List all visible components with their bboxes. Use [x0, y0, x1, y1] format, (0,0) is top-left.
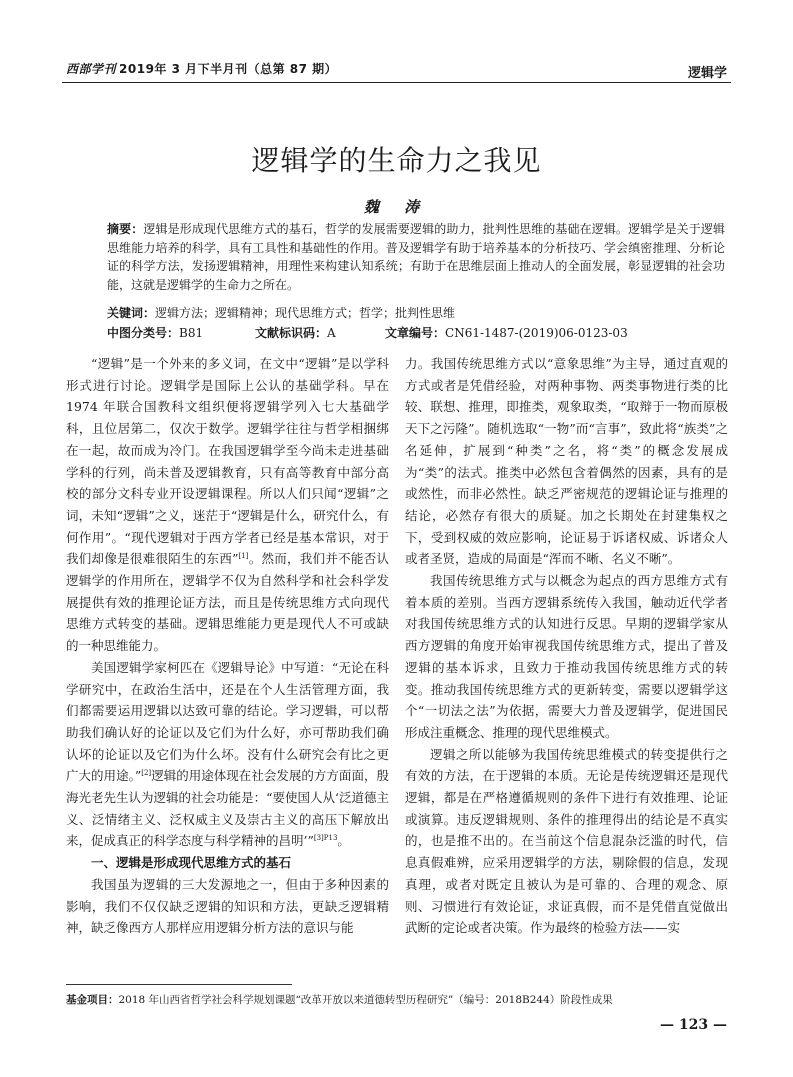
citation: [1]: [238, 552, 249, 561]
paragraph: [66, 657, 389, 852]
doccode-value: A: [327, 326, 336, 340]
paragraph: 力。我国传统思维方式以“意象思维”为主导，通过直观的方式或者是凭借经验，对两种事物、两类事物进行类的比较、联想、推理，即推类，观象取类，“取辩于一物而原极天下之污隆”。随机选取“一物”而“言事”，致此将“族类”之名延伸，扩展到“种类”之名，将“类”的概念发展成为“类”的法式。推类中必然包含着偶然的因素，具有的是或然性，而非必然性。缺乏严密规范的逻辑论证与推理的结论，必然存有很大的质疑。加之长期处在封建集权之下，受到权威的效应影响，论证易于诉诸权威、诉诸众人或者圣贤，造成的局面是“浑而不晰、名义不晰”。: [405, 356, 728, 567]
left-column: [66, 353, 389, 939]
classification-line: [107, 324, 747, 341]
articleno-group: [385, 324, 628, 341]
abstract: [107, 220, 725, 294]
paragraph: 我国传统思维方式与以概念为起点的西方思维方式有着本质的差别。当西方逻辑系统传入我国，触动近代学者对我国传统思维方式的认知进行反思。早期的逻辑学家从西方逻辑的角度开始审视我国传统思维方式，提出了普及逻辑的基本诉求，且致力于推动我国传统思维方式的转变。推动我国传统思维方式的更新转变，需要以逻辑学这个“一切法之法”为依据，需要大力普及逻辑学，促进国民形成注重概念、推理的现代思维模式。: [405, 573, 728, 740]
abstract-text: 逻辑是形成现代思维方式的基石，哲学的发展需要逻辑的助力，批判性思维的基础在逻辑。逻辑学是关于逻辑思维能力培养的科学，具有工具性和基础性的作用。普及逻辑学有助于培养基本的分析技巧、学会缜密推理、分析论证的科学方法，发扬逻辑精神，用理性来构建认知系统；有助于在思维层面上推动人的全面发展，彰显逻辑的社会功能，这就是逻辑学的生命力之所在。: [107, 222, 725, 292]
article-title: 逻辑学的生命力之我见: [251, 144, 542, 177]
articleno-value: CN61-1487-(2019)06-0123-03: [445, 326, 628, 340]
running-header-left: [66, 60, 337, 77]
articleno-label: 文章编号：: [385, 326, 446, 340]
keywords: [107, 304, 725, 321]
journal-issue: 2019年 3 月下半月刊（总第 87 期）: [119, 62, 338, 76]
abstract-label: 摘要：: [107, 222, 144, 236]
paragraph-text: 逻辑的用途体现在社会发展的方方面面，殷海光老先生认为逻辑的社会功能是：“要使国人从‘泛道德主义、泛情绪主义、泛权威主义及崇古主义的高压下解放出来，促成真正的科学态度与科学精神的昌明’”: [66, 768, 389, 849]
clc-group: [107, 326, 203, 340]
right-column: [405, 353, 728, 939]
section-heading: 一、逻辑是形成现代思维方式的基石: [91, 855, 292, 871]
page-number: — 123 —: [660, 1017, 727, 1033]
keywords-label: 关键词：: [107, 306, 156, 320]
doccode-label: 文献标识码：: [255, 326, 328, 340]
clc-value: B81: [179, 326, 204, 340]
paragraph: 逻辑之所以能够为我国传统思维模式的转变提供行之有效的方法，在于逻辑的本质。无论是传统逻辑还是现代逻辑，都是在严格遵循规则的条件下进行有效推理、论证或演算。违反逻辑规则、条件的推理得出的结论是不真实的，也是推不出的。在当前这个信息混杂泛滥的时代，信息真假难辨，应采用逻辑学的方法，剔除假的信息，发现真理，或者对既定且被认为是可靠的、合理的观念、原则、习惯进行有效论证，求证真假，而不是凭借直觉做出武断的定论或者决策。作为最终的检验方法——实: [405, 746, 728, 936]
citation: [3]P13: [313, 834, 338, 843]
footnote-rule: [66, 984, 292, 985]
keywords-text: 逻辑方法；逻辑精神；现代思维方式；哲学；批判性思维: [155, 306, 456, 320]
citation: [2]: [141, 769, 152, 778]
paragraph: 我国虽为逻辑的三大发源地之一，但由于多种因素的影响，我们不仅仅缺乏逻辑的知识和方法，更缺乏逻辑精神，缺乏像西方人那样应用逻辑分析方法的意识与能: [66, 876, 389, 936]
footnote-label: 基金项目：: [66, 994, 119, 1006]
paragraph-text: 。然而，我们并不能否认逻辑学的作用所在，逻辑学不仅为自然科学和社会科学发展提供有效的推理论证方法，而且是传统思维方式向现代思维方式转变的基础。逻辑思维能力更是现代人不可或缺的一种思维能力。: [66, 551, 389, 654]
footnote-text: 2018 年山西省哲学社会科学规划课题“改革开放以来道德转型历程研究”（编号：2018B244）阶段性成果: [118, 994, 613, 1006]
footnote: [66, 992, 726, 1007]
paragraph: [66, 353, 389, 657]
paragraph-text: 。: [337, 833, 350, 849]
section-name: 逻辑学: [687, 66, 727, 81]
paragraph-text: 美国逻辑学家柯匹在《逻辑导论》中写道：“无论在科学研究中，在政治生活中，还是在个人生活管理方面，我们都需要运用逻辑以达致可靠的结论。学习逻辑，可以帮助我们确认好的论证以及它们为什么好，亦可帮助我们确认坏的论证以及它们为什么坏。没有什么研究会有比之更广大的用途。”: [66, 659, 389, 784]
journal-name: 西部学刊: [66, 62, 117, 76]
doccode-group: [255, 324, 336, 341]
paragraph-text: “逻辑”是一个外来的多义词，在文中“逻辑”是以学科形式进行讨论。逻辑学是国际上公认的基础学科。早在 1974 年联合国教科文组织便将逻辑学列入七大基础学科，且位居第二，仅次于数学。逻辑学往往与哲学相捆绑在一起，故而成为冷门。在我国逻辑学至今尚未走进基础学科的行列，尚未普及逻辑教育，只有高等教育中部分高校的部分文科专业开设逻辑课程。所以人们只闻“逻辑”之词，未知“逻辑”之义，迷茫于“逻辑是什么，研究什么，有何作用”。“现代逻辑对于西方学者已经是基本常识，对于我们却像是很难很陌生的东西”: [66, 356, 389, 567]
clc-label: 中图分类号：: [107, 326, 180, 340]
article-author: 魏 涛: [363, 198, 430, 216]
header-rule: [62, 82, 731, 83]
